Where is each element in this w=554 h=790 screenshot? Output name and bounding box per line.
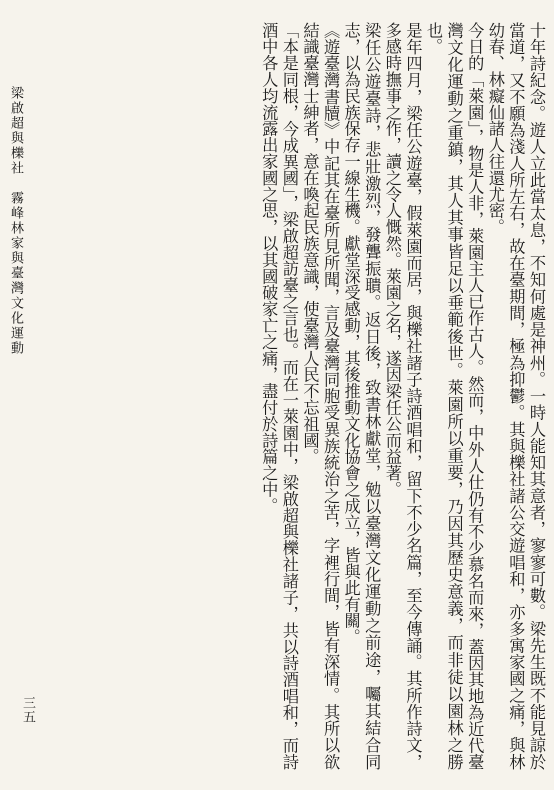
body-text xyxy=(34,22,546,770)
running-title: 梁啟超與櫟社 霧峰林家與臺灣文化運動 xyxy=(8,86,23,356)
paragraph: 十年詩紀念。遊人立此當太息，不知何處是神州。一時人能知其意者，寥寥可數。梁先生既不能見諒於當道，又不願為淺人所左右，故在臺期間，極為抑鬱。其與櫟社諸公交遊唱和，亦多寓家國之痛，與林幼春、林癡仙諸人往還尤密。 xyxy=(485,22,546,770)
paragraph: 是年四月，梁任公遊臺，假萊園而居，與櫟社諸子詩酒唱和，留下不少名篇，至今傳誦。其所作詩文，多感時撫事之作，讀之令人慨然。萊園之名，遂因梁任公而益著。 xyxy=(382,22,423,770)
paragraph: 今日的「萊園」，物是人非，萊園主人已作古人。然而，中外人仕仍有不少慕名而來，蓋因其地為近代臺灣文化運動之重鎮，其人其事皆足以垂範後世。萊園所以重要，乃因其歷史意義，而非徒以園林之勝也。 xyxy=(424,22,485,770)
paragraph: 「本是同根，今成異國」，梁啟超訪臺之言也。而在一萊園中，梁啟超與櫟社諸子，共以詩酒唱和，而詩酒中各人均流露出家國之思，以其國破家亡之痛，盡付於詩篇之中。 xyxy=(259,22,299,770)
page-number: 三五 xyxy=(20,696,35,724)
paragraph: 梁任公遊臺詩，悲壯激烈，發聾振聵。返日後，致書林獻堂，勉以臺灣文化運動之前途，囑其結合同志，以為民族保存一線生機。獻堂深受感動，其後推動文化協會之成立，皆與此有關。 xyxy=(341,22,382,770)
paragraph: 《遊臺灣書牘》中記其在臺所見所聞，言及臺灣同胞受異族統治之苦，字裡行間，皆有深情。其所以欲結識臺灣士紳者，意在喚起民族意識，使臺灣人民不忘祖國。 xyxy=(300,22,341,770)
